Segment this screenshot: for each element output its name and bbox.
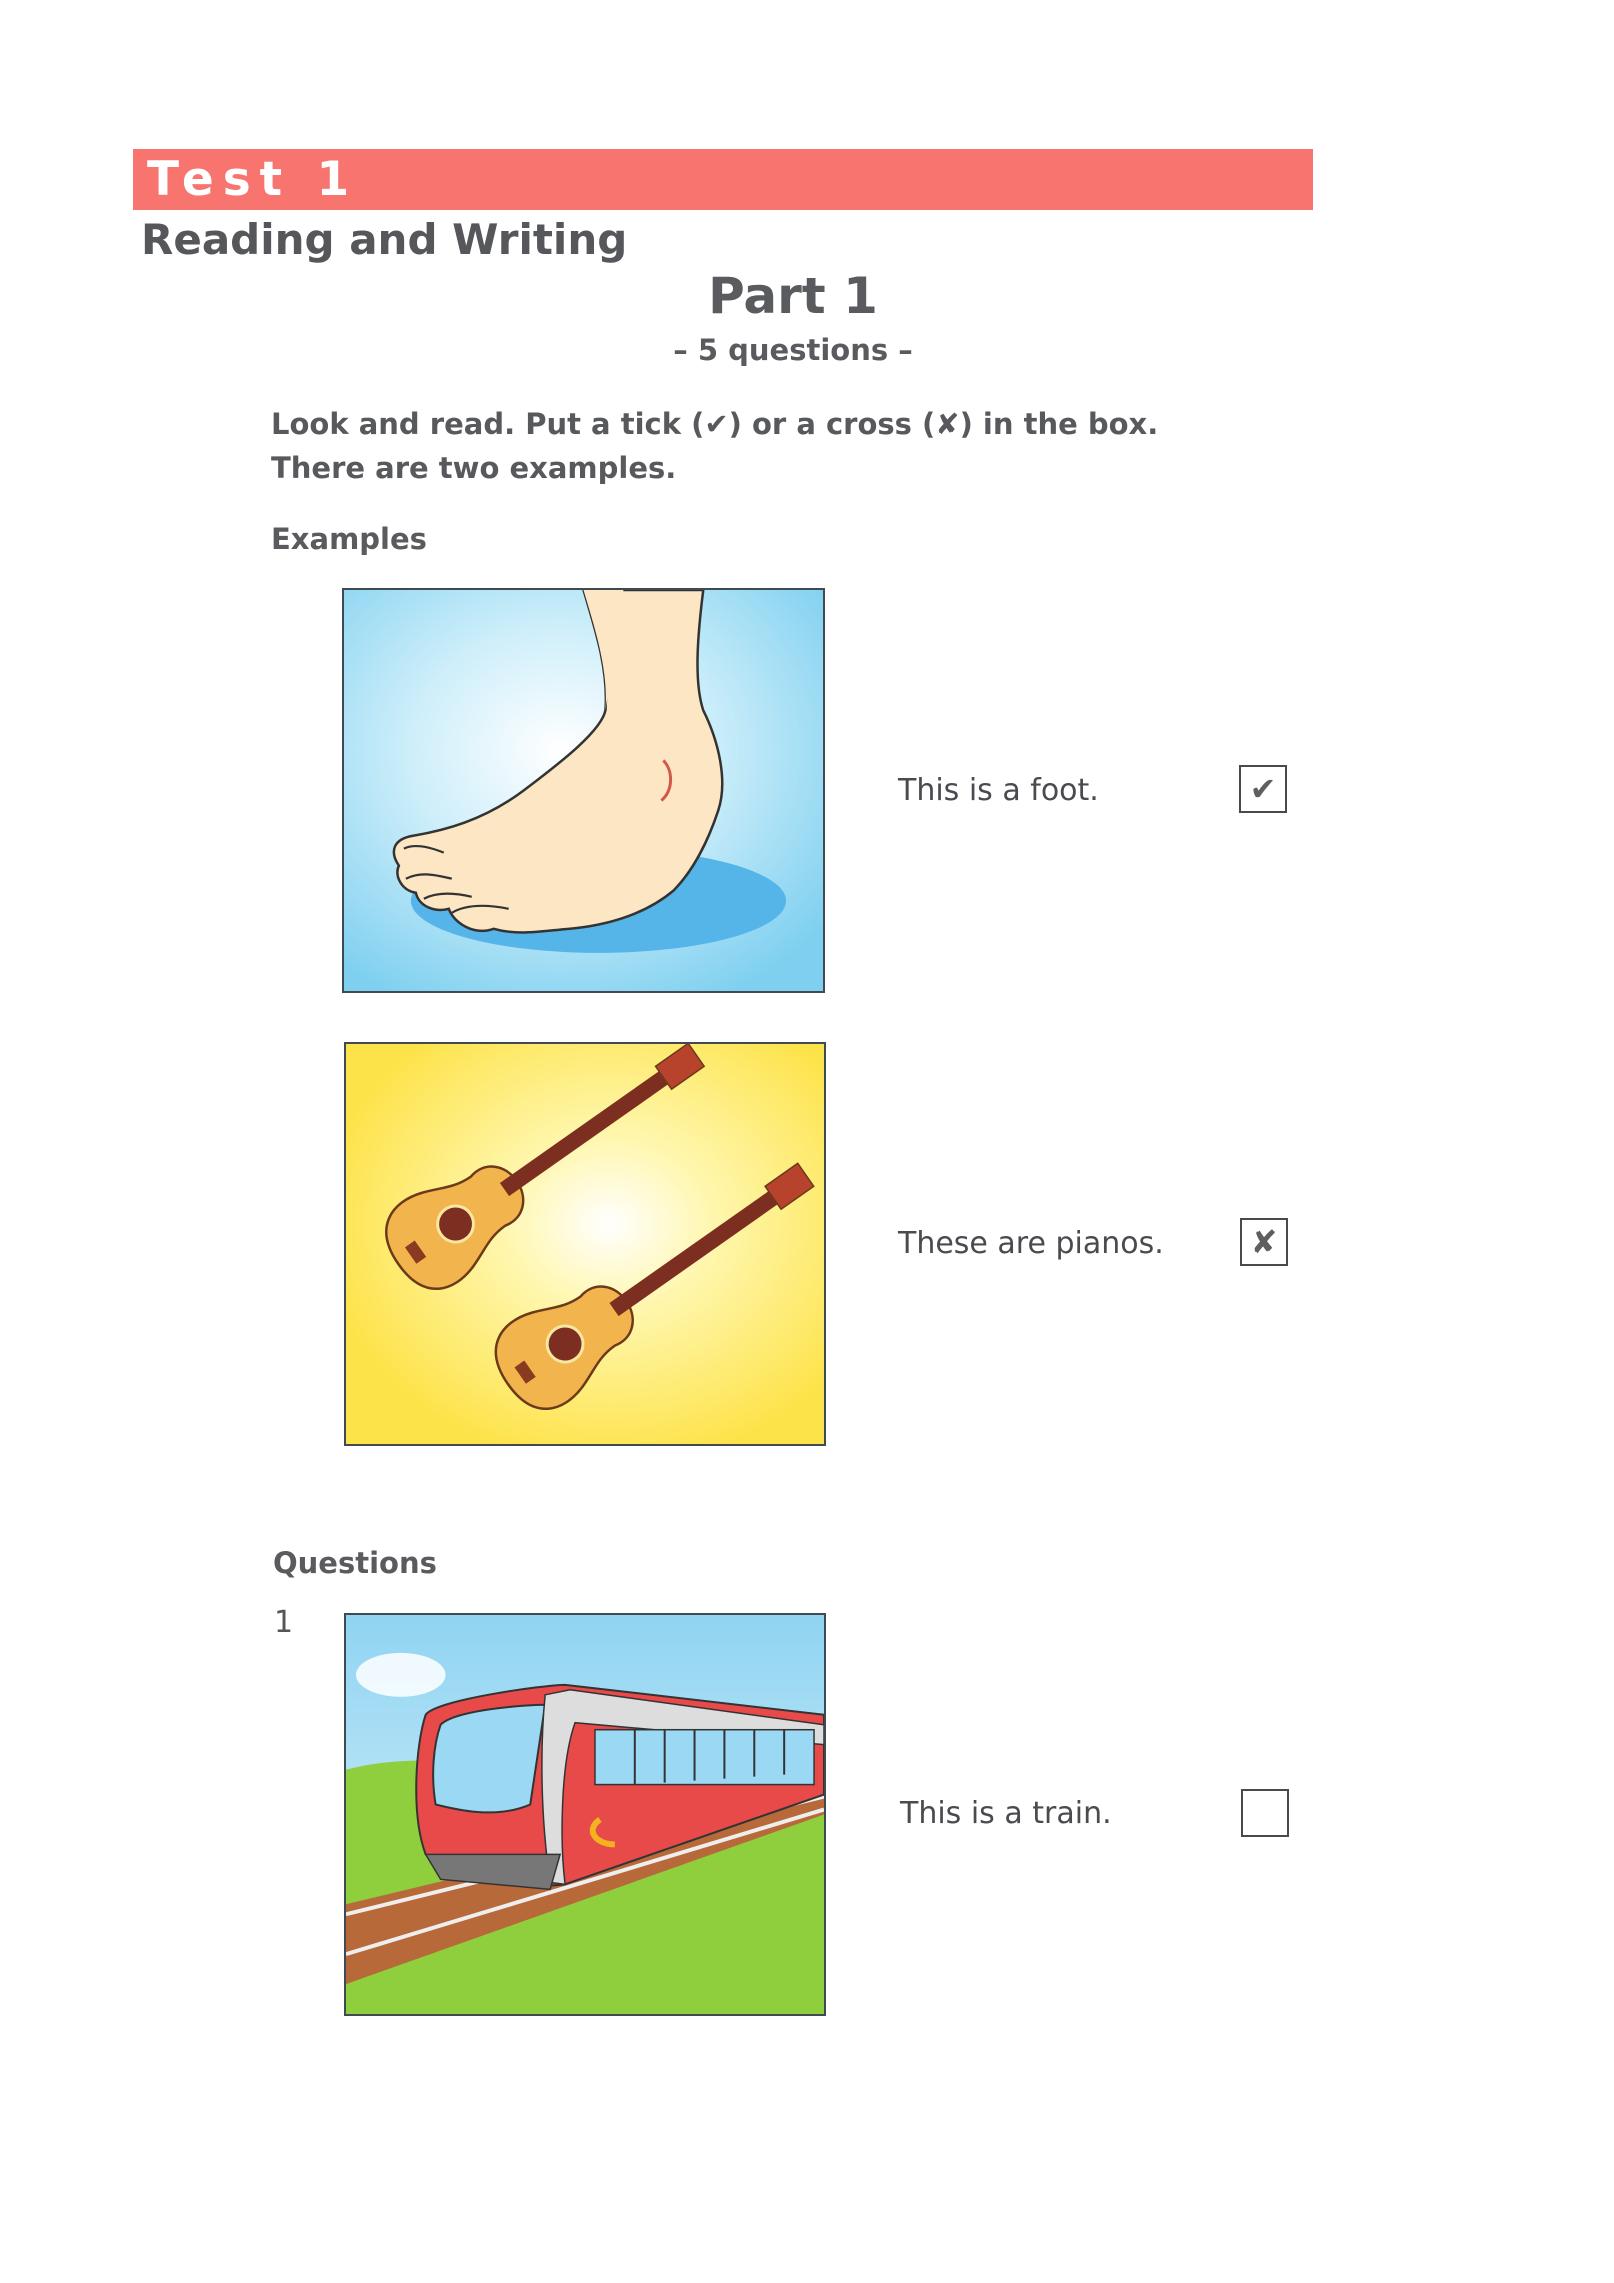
- examples-heading: Examples: [271, 522, 427, 556]
- foot-icon: [344, 590, 823, 991]
- guitar-icon: [346, 1044, 824, 1444]
- train-illustration: [344, 1613, 826, 2016]
- instructions: [271, 402, 1158, 490]
- question-sentence-1: This is a train.: [900, 1796, 1112, 1831]
- test-header-band: [133, 149, 1313, 210]
- example-answer-box-1[interactable]: [1239, 765, 1287, 813]
- question-answer-box-1[interactable]: [1241, 1789, 1289, 1837]
- example-answer-box-2[interactable]: [1240, 1218, 1288, 1266]
- foot-illustration: [342, 588, 825, 993]
- section-title: Reading and Writing: [141, 215, 628, 264]
- part-subtitle: – 5 questions –: [673, 333, 913, 367]
- guitars-illustration: [344, 1042, 826, 1446]
- tick-icon: ✔: [1249, 770, 1277, 808]
- cross-icon: ✘: [1250, 1223, 1278, 1261]
- instruction-line-2: There are two examples.: [271, 451, 677, 485]
- questions-heading: Questions: [273, 1546, 437, 1580]
- test-label: Test 1: [147, 152, 359, 207]
- train-icon: [346, 1615, 824, 2014]
- example-sentence-2: These are pianos.: [898, 1226, 1164, 1261]
- part-title: Part 1: [708, 267, 878, 325]
- instruction-line-1: Look and read. Put a tick (✔) or a cross (✘) in the box.: [271, 407, 1159, 441]
- question-number-1: 1: [274, 1605, 294, 1640]
- example-sentence-1: This is a foot.: [898, 773, 1099, 808]
